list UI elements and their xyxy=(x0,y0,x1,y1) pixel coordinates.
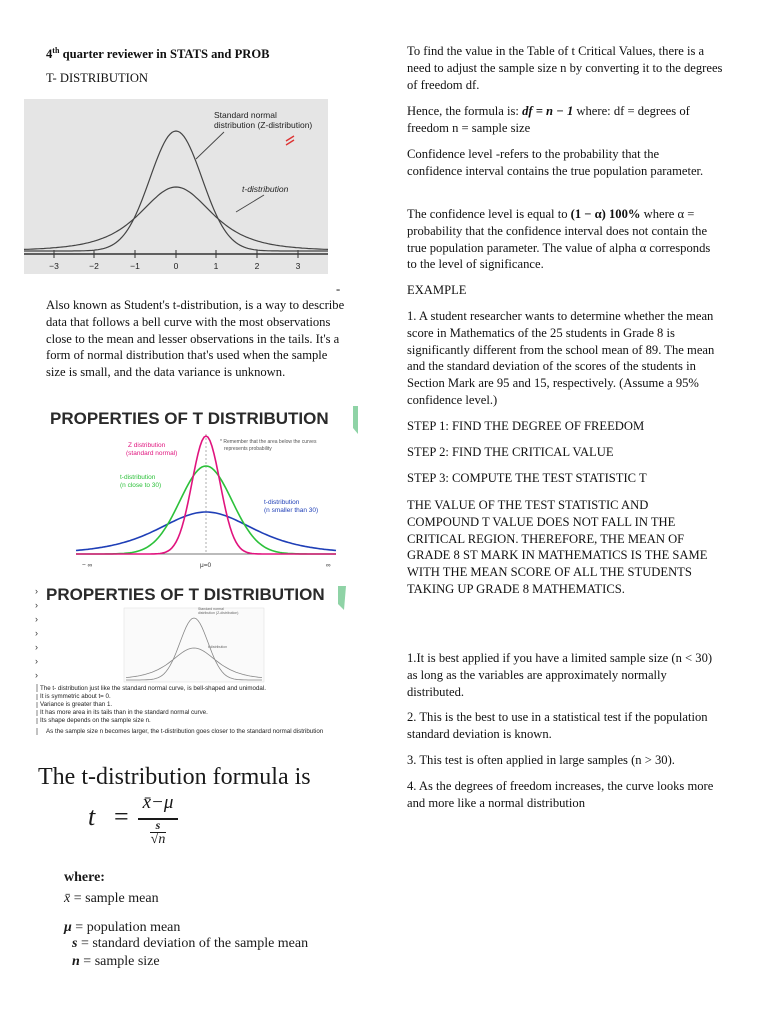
confidence-tail: where α = probability that the confidence interval does not contain the true population parameter. The value of alpha α corresponds to the level of significance. xyxy=(407,207,711,272)
confidence-level-formula-paragraph xyxy=(407,206,723,273)
title-number: 4 xyxy=(46,47,53,62)
property-bullet: As the sample size n becomes larger, the t-distribution goes closer to the standard normal distribution xyxy=(46,728,324,735)
definition-text: = population mean xyxy=(71,920,181,935)
svg-text:›: › xyxy=(35,628,38,638)
properties-colored-graph xyxy=(46,404,358,572)
df-formula: df = n − 1 xyxy=(522,104,574,118)
svg-text:›: › xyxy=(35,586,38,596)
definition-text: = sample size xyxy=(79,954,160,969)
mu-zero: μ=0 xyxy=(200,562,212,569)
symbol-mu: μ xyxy=(64,920,72,935)
stray-dash: - xyxy=(336,282,341,296)
df-formula-paragraph xyxy=(407,103,723,137)
step-1: STEP 1: FIND THE DEGREE OF FREEDOM xyxy=(407,419,645,433)
svg-text:›: › xyxy=(35,670,38,680)
confidence-lead: The confidence level is equal to xyxy=(407,207,571,221)
z-label-sub: (standard normal) xyxy=(126,450,178,457)
definition-population-mean xyxy=(64,920,180,936)
t30-label: t-distribution xyxy=(120,474,156,481)
tick-label: 2 xyxy=(254,261,260,271)
t-distribution-curve xyxy=(24,187,328,249)
symbol-x-bar: x̄ xyxy=(64,891,71,906)
svg-text:›: › xyxy=(35,642,38,652)
note-1: 1.It is best applied if you have a limited sample size (n < 30) as long as the variables are approximately normally distributed. xyxy=(407,651,713,699)
not-equal-mark xyxy=(286,136,294,145)
symbol-n: n xyxy=(72,954,80,969)
example-problem: 1. A student researcher wants to determine whether the mean score in Mathematics of the 25 students in Grade 8 is significantly different from the school mean of 89. The mean and the standard deviation of the scores of the students in Section Mark are 95 and 15, respectively. (Assume a 95% confidence level.) xyxy=(407,309,715,407)
example-conclusion: THE VALUE OF THE TEST STATISTIC AND COMPOUND T VALUE DOES NOT FALL IN THE CRITICAL REGION. THEREFORE, THE MEAN OF GRADE 8 ST MARK IN MATHEMATICS IS THE SAME WITH THE MEAN SCORE OF ALL THE STUDENTS TAKING UP GRADE 8 MATHEMATICS. xyxy=(407,498,708,596)
document-title xyxy=(46,43,366,63)
title-superscript: th xyxy=(52,46,60,55)
symbol-s: s xyxy=(72,936,78,951)
z-label: Z distribution xyxy=(128,442,166,449)
title-text: quarter reviewer in STATS and PROB xyxy=(59,47,270,62)
where-label: where: xyxy=(64,870,105,885)
minus-infinity: − ∞ xyxy=(82,562,93,569)
area-note: * Remember that the area below the curves xyxy=(220,439,317,445)
definition-text: = standard deviation of the sample mean xyxy=(77,936,309,951)
step-2: STEP 2: FIND THE CRITICAL VALUE xyxy=(407,445,614,459)
tick-label: 0 xyxy=(173,261,179,271)
definition-sample-size xyxy=(72,954,160,970)
df-formula-tail: where: df = degrees of freedom n = sample size xyxy=(407,104,690,135)
formula-t: t xyxy=(88,802,96,831)
figure-normal-vs-t xyxy=(24,99,328,274)
formula-equals: = xyxy=(114,802,129,831)
property-bullet: The t- distribution just like the standard normal curve, is bell-shaped and unimodal. xyxy=(40,685,266,692)
tsmall-label-sub: (n smaller than 30) xyxy=(264,507,319,514)
properties-list-graphic xyxy=(34,582,350,738)
note-2: 2. This is the best to use in a statistical test if the population standard deviation is known. xyxy=(407,710,708,741)
svg-text:›: › xyxy=(35,614,38,624)
mini-label: Standard normal xyxy=(198,607,224,611)
figure-properties-colored xyxy=(46,404,358,572)
mini-label-sub: distribution (Z-distribution) xyxy=(198,611,239,615)
tick-label: 3 xyxy=(295,261,301,271)
t-distribution-description: Also known as Student's t-distribution, is a way to describe data that follows a bell curve with the most observations close to the mean and lesser observations in the tails. It's a form of normal distribution that's used when the sample size is small, and the data variance is unknown. xyxy=(46,298,345,380)
property-bullet: Its shape depends on the sample size n. xyxy=(40,717,151,724)
properties-title-2: PROPERTIES OF T DISTRIBUTION xyxy=(46,585,325,604)
svg-text:›: › xyxy=(35,600,38,610)
section-heading: T- DISTRIBUTION xyxy=(46,71,149,85)
df-formula-lead: Hence, the formula is: xyxy=(407,104,523,118)
label-standard-normal: Standard normal xyxy=(214,110,277,120)
note-3: 3. This test is often applied in large samples (n > 30). xyxy=(407,753,675,767)
note-4: 4. As the degrees of freedom increases, the curve looks more and more like a normal distribution xyxy=(407,779,714,810)
definition-sample-mean xyxy=(64,891,159,907)
formula-numerator: x̄−μ xyxy=(142,792,174,813)
confidence-formula: (1 − α) 100% xyxy=(570,207,641,221)
confidence-level-definition: Confidence level -refers to the probability that the confidence interval contains the true population parameter. xyxy=(407,147,704,178)
properties-title: PROPERTIES OF T DISTRIBUTION xyxy=(50,409,329,428)
step-3: STEP 3: COMPUTE THE TEST STATISTIC T xyxy=(407,471,647,485)
normal-vs-t-graph xyxy=(24,99,328,274)
area-note-sub: represents probability xyxy=(224,446,272,452)
tsmall-label: t-distribution xyxy=(264,499,300,506)
formula-title: The t-distribution formula is xyxy=(38,764,311,790)
property-bullet: It has more area in its tails than in the standard normal curve. xyxy=(40,709,208,716)
label-z-distribution: distribution (Z-distribution) xyxy=(214,120,313,130)
property-bullet: Variance is greater than 1. xyxy=(40,701,113,708)
label-t-distribution: t-distribution xyxy=(242,184,289,194)
plus-infinity: ∞ xyxy=(326,562,331,569)
formula-denominator-s: s xyxy=(155,818,161,832)
definition-std-dev xyxy=(72,936,308,952)
tick-label: −3 xyxy=(49,261,59,271)
example-heading: EXAMPLE xyxy=(407,283,467,297)
definition-text: = sample mean xyxy=(70,891,159,906)
degrees-of-freedom-intro: To find the value in the Table of t Critical Values, there is a need to adjust the sample size n by converting it to the degrees of freedom df. xyxy=(407,44,723,92)
tick-label: −2 xyxy=(89,261,99,271)
tick-label: 1 xyxy=(213,261,219,271)
property-bullet: It is symmetric about t= 0. xyxy=(40,693,111,700)
t30-label-sub: (n close to 30) xyxy=(120,482,162,489)
figure-properties-list xyxy=(34,582,350,738)
svg-text:›: › xyxy=(35,656,38,666)
formula-denominator-n: √n xyxy=(150,832,166,847)
tick-label: −1 xyxy=(130,261,140,271)
formula-block xyxy=(36,762,356,982)
mini-label-t: t-distribution xyxy=(208,645,228,649)
